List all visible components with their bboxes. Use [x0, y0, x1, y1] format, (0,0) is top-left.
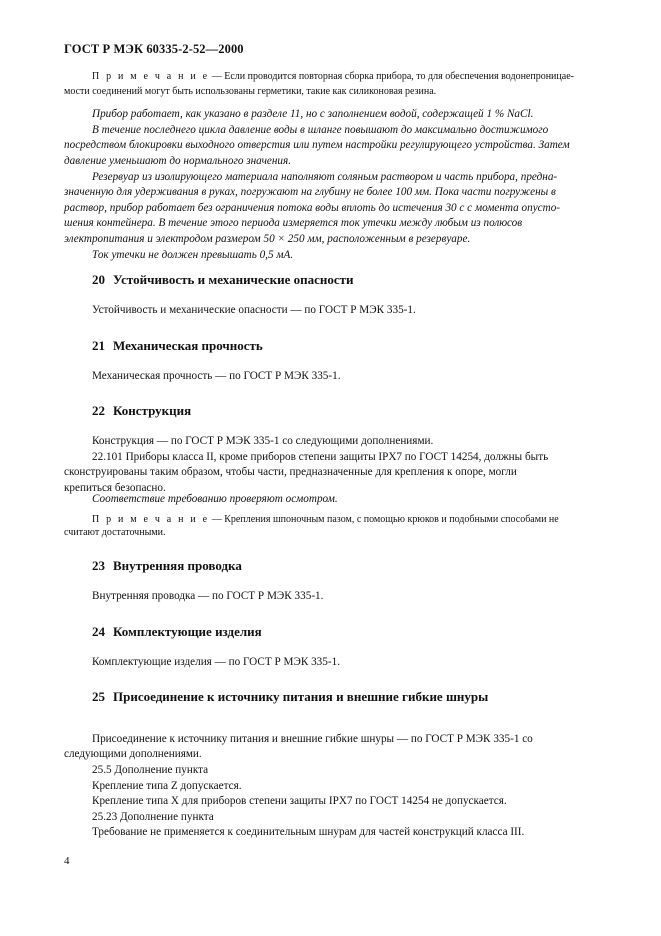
section-25-text: Присоединение к источнику питания и внешние гибкие шнуры — по ГОСТ Р МЭК 335-1 со: [92, 733, 533, 745]
paragraph-reservoir-cont: [64, 185, 600, 247]
clause-22-101-l3: крепиться безопасно.: [64, 481, 166, 494]
section-20-text: Устойчивость и механические опасности — по ГОСТ Р МЭК 335-1.: [92, 304, 416, 316]
note-text: — Крепления шпоночным пазом, с помощью крюков и подобными способами не: [209, 514, 559, 525]
paragraph-leakage: [92, 248, 600, 264]
p4: Ток утечки не должен превышать 0,5 мА.: [92, 249, 294, 261]
section-23-text: Внутренняя проводка — по ГОСТ Р МЭК 335-1.: [92, 590, 324, 602]
section-number: 24: [92, 624, 105, 639]
section-24-text: Комплектующие изделия — по ГОСТ Р МЭК 335-1.: [92, 656, 340, 668]
p1: Прибор работает, как указано в разделе 11, но с заполнением водой, содержащей 1 % NaCl.: [92, 108, 534, 120]
section-number: 21: [92, 338, 105, 353]
section-25-cont: [64, 747, 600, 763]
p2b: посредством блокировки выходного отверстия или путем настройки регулирующего устройства. Затем: [64, 139, 570, 151]
section-number: 20: [92, 272, 105, 287]
section-number: 22: [92, 403, 105, 418]
section-22-text: Конструкция — по ГОСТ Р МЭК 335-1 со следующими дополнениями.: [92, 435, 434, 447]
test-procedure-block: [92, 70, 600, 83]
section-title: Конструкция: [113, 403, 192, 418]
clause-25-23: 25.23 Дополнение пункта: [92, 810, 214, 823]
note-text: — Если проводится повторная сборка прибора, то для обеспечения водонепроницае-: [209, 71, 574, 82]
p3c: раствор, прибор работает без ограничения потока воды вплоть до истечения 30 с с момента опусто-: [64, 201, 561, 214]
section-24-body: [92, 655, 600, 671]
section-title: Внутренняя проводка: [113, 558, 242, 573]
section-20-heading: [92, 272, 354, 288]
clause-22-101: 22.101 Приборы класса II, кроме приборов степени защиты IPX7 по ГОСТ 14254, должны быть: [92, 450, 549, 463]
section-22-body: [92, 434, 600, 465]
section-25-text-l2: следующими дополнениями.: [64, 748, 202, 760]
compliance-text: Соответствие требованию проверяют осмотром.: [92, 493, 338, 505]
p3b: значенную для удерживания в руках, погружают на глубину не более 100 мм. Пока части погружены в: [64, 186, 556, 198]
section-22-compliance: [92, 492, 600, 508]
section-25-heading: [92, 689, 488, 705]
note-label: П р и м е ч а н и е: [92, 514, 210, 525]
section-20-body: [92, 303, 600, 319]
clause-25-5-x: Крепление типа X для приборов степени защиты IPX7 по ГОСТ 14254 не допускается.: [92, 795, 507, 808]
section-22-note-cont: [64, 526, 600, 539]
p3d: шения контейнера. В течение этого периода измеряется ток утечки между любым из полюсов: [64, 217, 523, 230]
section-title: Комплектующие изделия: [113, 624, 262, 639]
section-title: Механическая прочность: [113, 338, 263, 353]
section-24-heading: [92, 624, 262, 640]
note-cont-text: мости соединений могут быть использованы герметики, такие как силиконовая резина.: [64, 86, 437, 97]
note-cont-text: считают достаточными.: [64, 527, 166, 538]
section-22-heading: [92, 403, 191, 419]
note-continuation: [64, 85, 600, 98]
clause-25-5: 25.5 Дополнение пункта: [92, 764, 209, 776]
section-number: 25: [92, 689, 105, 704]
section-title: Присоединение к источнику питания и внешние гибкие шнуры: [113, 689, 489, 704]
document-header: ГОСТ Р МЭК 60335-2-52—2000: [64, 42, 244, 56]
section-23-heading: [92, 558, 242, 574]
paragraph-water-test: [92, 107, 600, 138]
section-23-body: [92, 589, 600, 605]
clause-25-23-text: Требование не применяется к соединительным шнурам для частей конструкций класса III.: [92, 826, 525, 839]
note-label: П р и м е ч а н и е: [92, 71, 210, 82]
section-number: 23: [92, 558, 105, 573]
p3e: электропитания и электродом размером 50 × 250 мм, расположенным в резервуаре.: [64, 232, 471, 245]
p2c: давление уменьшают до нормального значения.: [64, 154, 292, 167]
page-number: 4: [64, 855, 70, 867]
clause-25-5-z: Крепление типа Z допускается.: [92, 779, 242, 792]
section-21-text: Механическая прочность — по ГОСТ Р МЭК 335-1.: [92, 370, 341, 382]
paragraph-reservoir: [92, 170, 600, 186]
section-25-clauses: [92, 763, 600, 841]
note-line: [92, 513, 600, 526]
p3a: Резервуар из изолирующего материала наполняют соляным раствором и часть прибора, предна-: [92, 171, 558, 183]
section-21-body: [92, 369, 600, 385]
paragraph-pressure: [64, 138, 600, 169]
section-title: Устойчивость и механические опасности: [113, 272, 354, 287]
note-line: [92, 70, 600, 83]
section-22-note: [92, 513, 600, 526]
section-25-body: [92, 732, 600, 748]
section-21-heading: [92, 338, 263, 354]
clause-22-101-l2: сконструированы таким образом, чтобы части, предназначенные для крепления к опоре, могли: [64, 466, 517, 478]
p2a: В течение последнего цикла давление воды в шланге повышают до максимально достижимого: [92, 123, 549, 136]
